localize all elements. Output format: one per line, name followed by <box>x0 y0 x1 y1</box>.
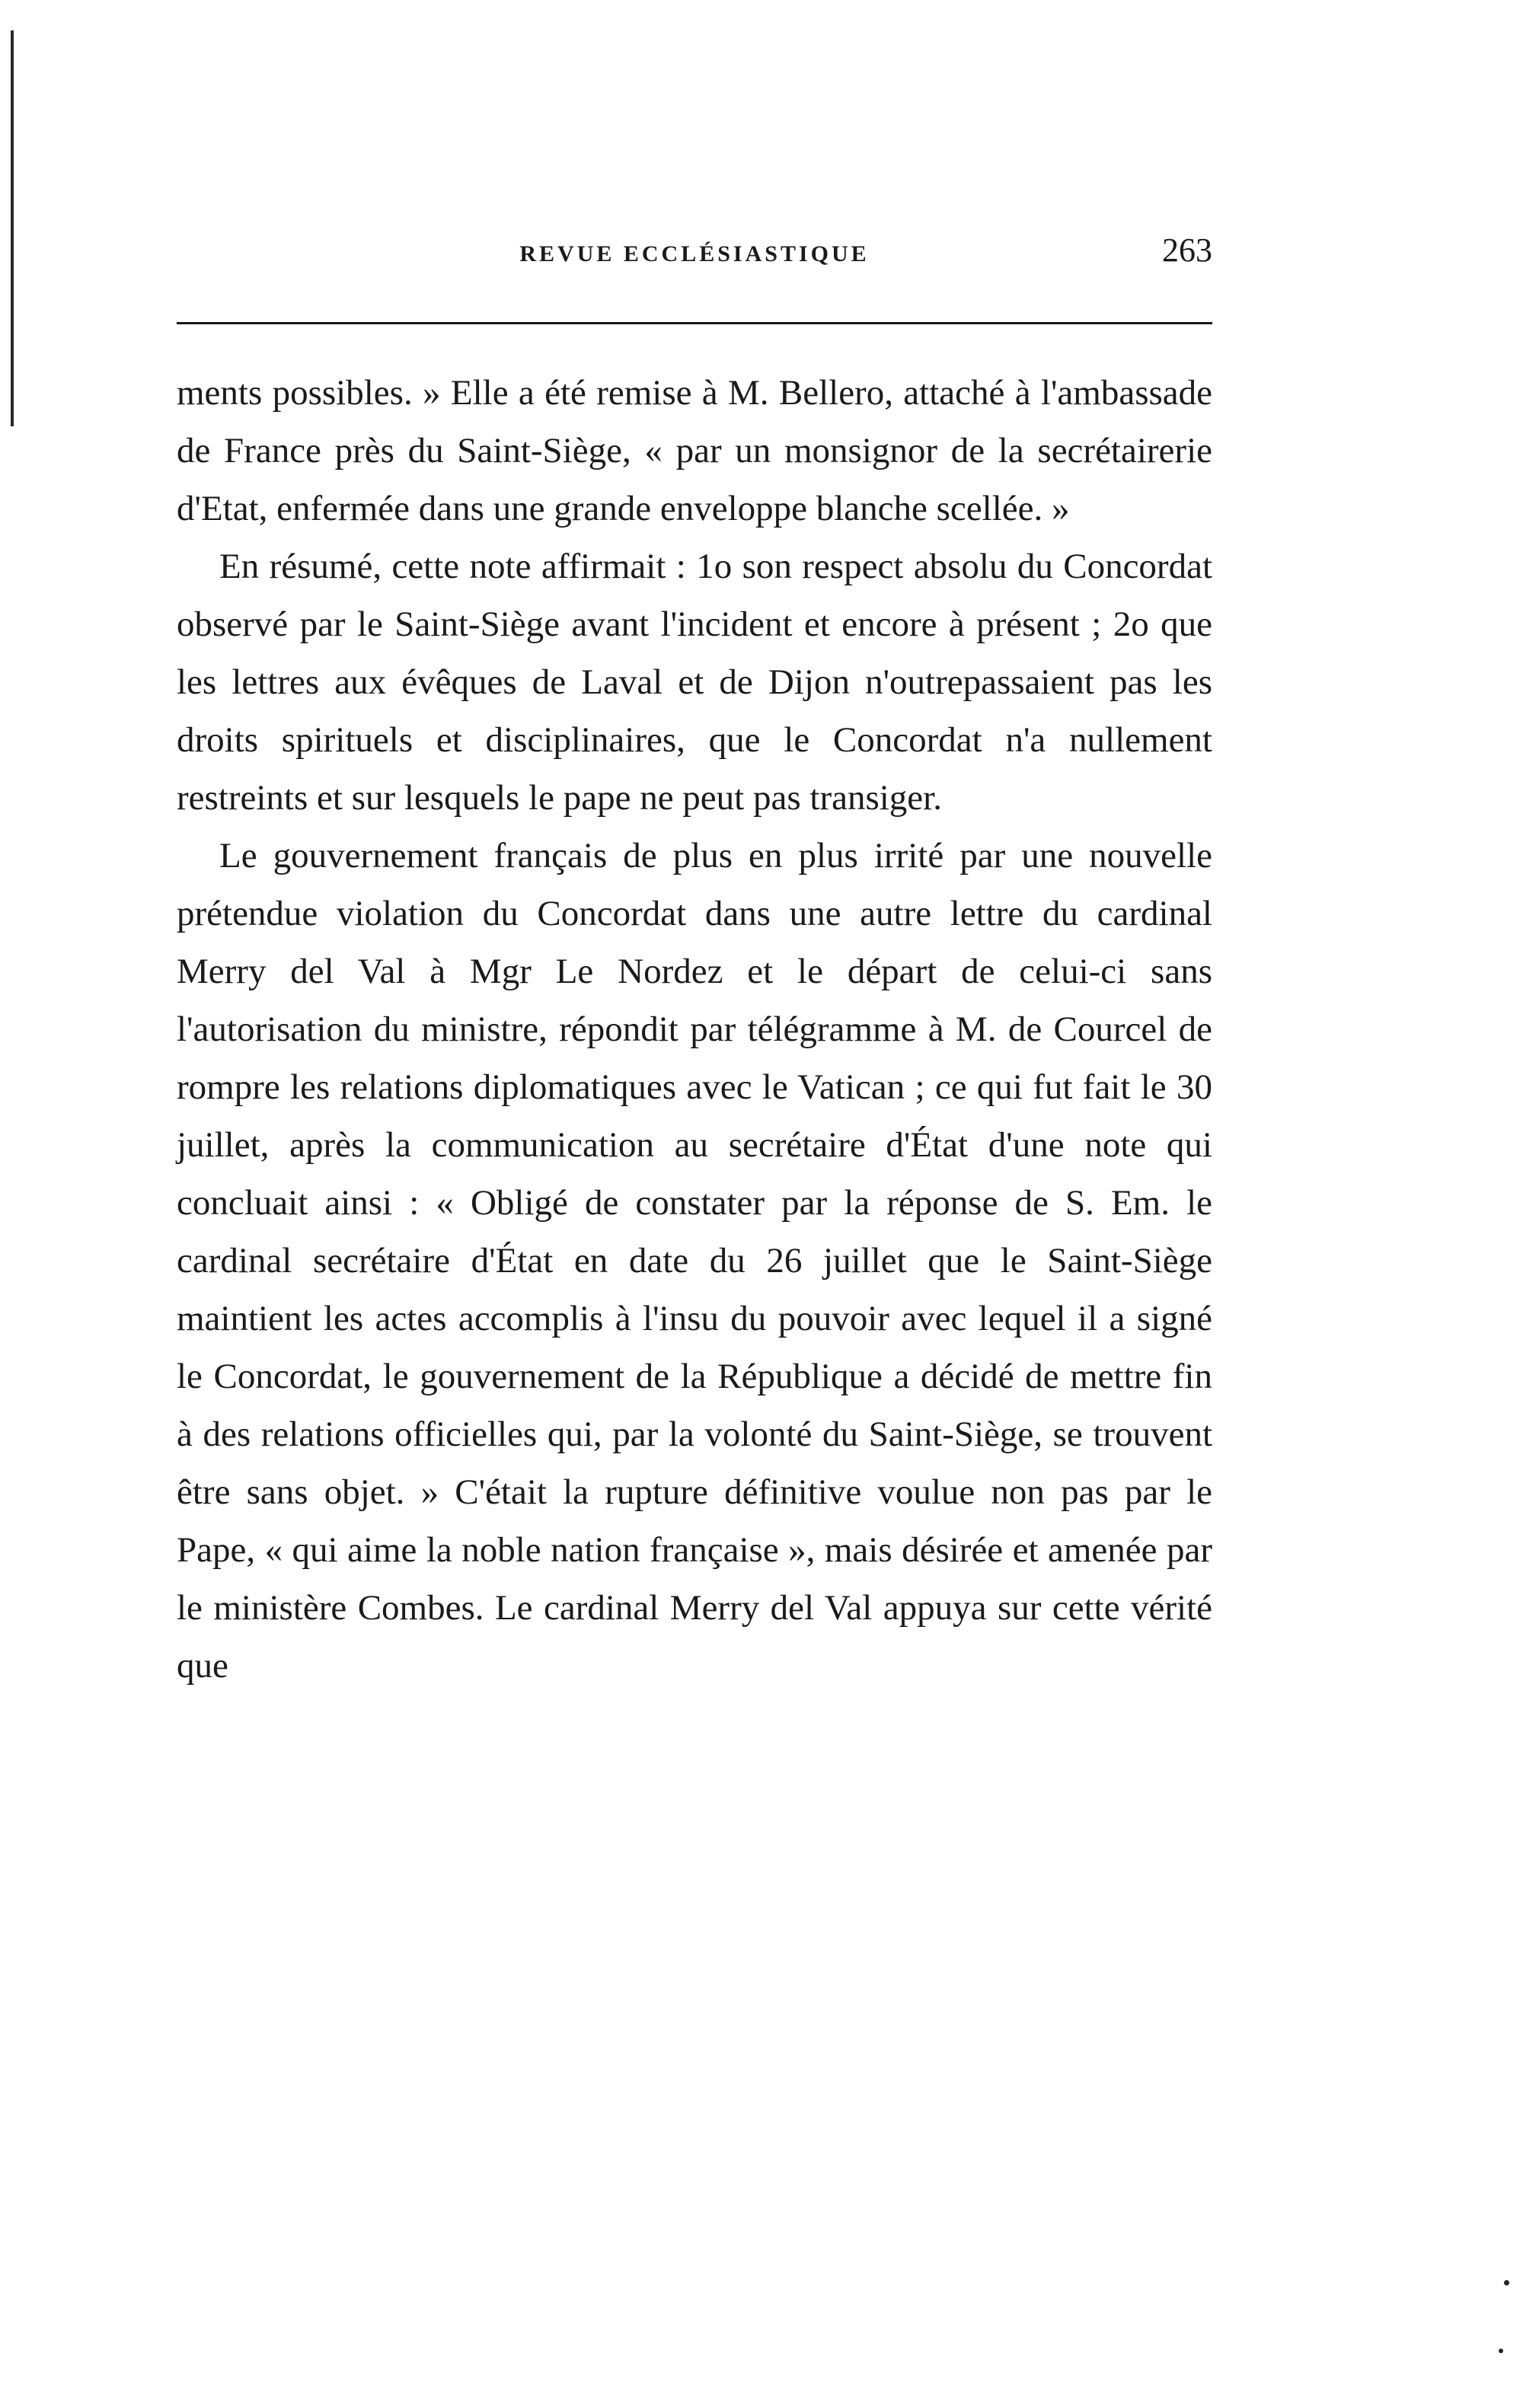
book-page <box>177 225 1212 1695</box>
paragraph-continuation: ments possibles. » Elle a été remise à M. Bellero, attaché à l'ambassade de France près du Saint-Siège, « par un monsignor de la secrétairerie d'Etat, enfermée dans une grande enveloppe blanche scellée. » <box>177 373 1212 528</box>
paragraph-note-summary: En résumé, cette note affirmait : 1o son respect absolu du Concordat observé par le Saint-Siège avant l'incident et encore à présent ; 2o que les lettres aux évêques de Laval et de Dijon n'outrepassaient pas les droits spirituels et disciplinaires, que le Concordat n'a nullement restreints et sur lesquels le pape ne peut pas transiger. <box>177 547 1212 818</box>
body-text <box>177 364 1212 1695</box>
scan-speck <box>1504 2280 1509 2285</box>
header-rule <box>177 322 1212 324</box>
journal-title: REVUE ECCLÉSIASTIQUE <box>519 241 870 266</box>
paragraph-rupture: Le gouvernement français de plus en plus irrité par une nouvelle prétendue violation du Concordat dans une autre lettre du cardinal Merry del Val à Mgr Le Nordez et le départ de celui-ci sans l'autorisation du ministre, répondit par télégramme à M. de Courcel de rompre les relations diplomatiques avec le Vatican ; ce qui fut fait le 30 juillet, après la communication au secrétaire d'État d'une note qui concluait ainsi : « Obligé de constater par la réponse de S. Em. le cardinal secrétaire d'État en date du 26 juillet que le Saint-Siège maintient les actes accomplis à l'insu du pouvoir avec lequel il a signé le Concordat, le gouvernement de la République a décidé de mettre fin à des relations officielles qui, par la volonté du Saint-Siège, se trouvent être sans objet. » C'était la rupture définitive voulue non pas par le Pape, « qui aime la noble nation française », mais désirée et amenée par le ministère Combes. Le cardinal Merry del Val appuya sur cette vérité que <box>177 836 1212 1686</box>
page-number: 263 <box>1162 231 1212 269</box>
scan-edge-mark <box>11 30 14 426</box>
scan-speck <box>1499 2349 1503 2353</box>
running-head <box>177 225 1212 278</box>
